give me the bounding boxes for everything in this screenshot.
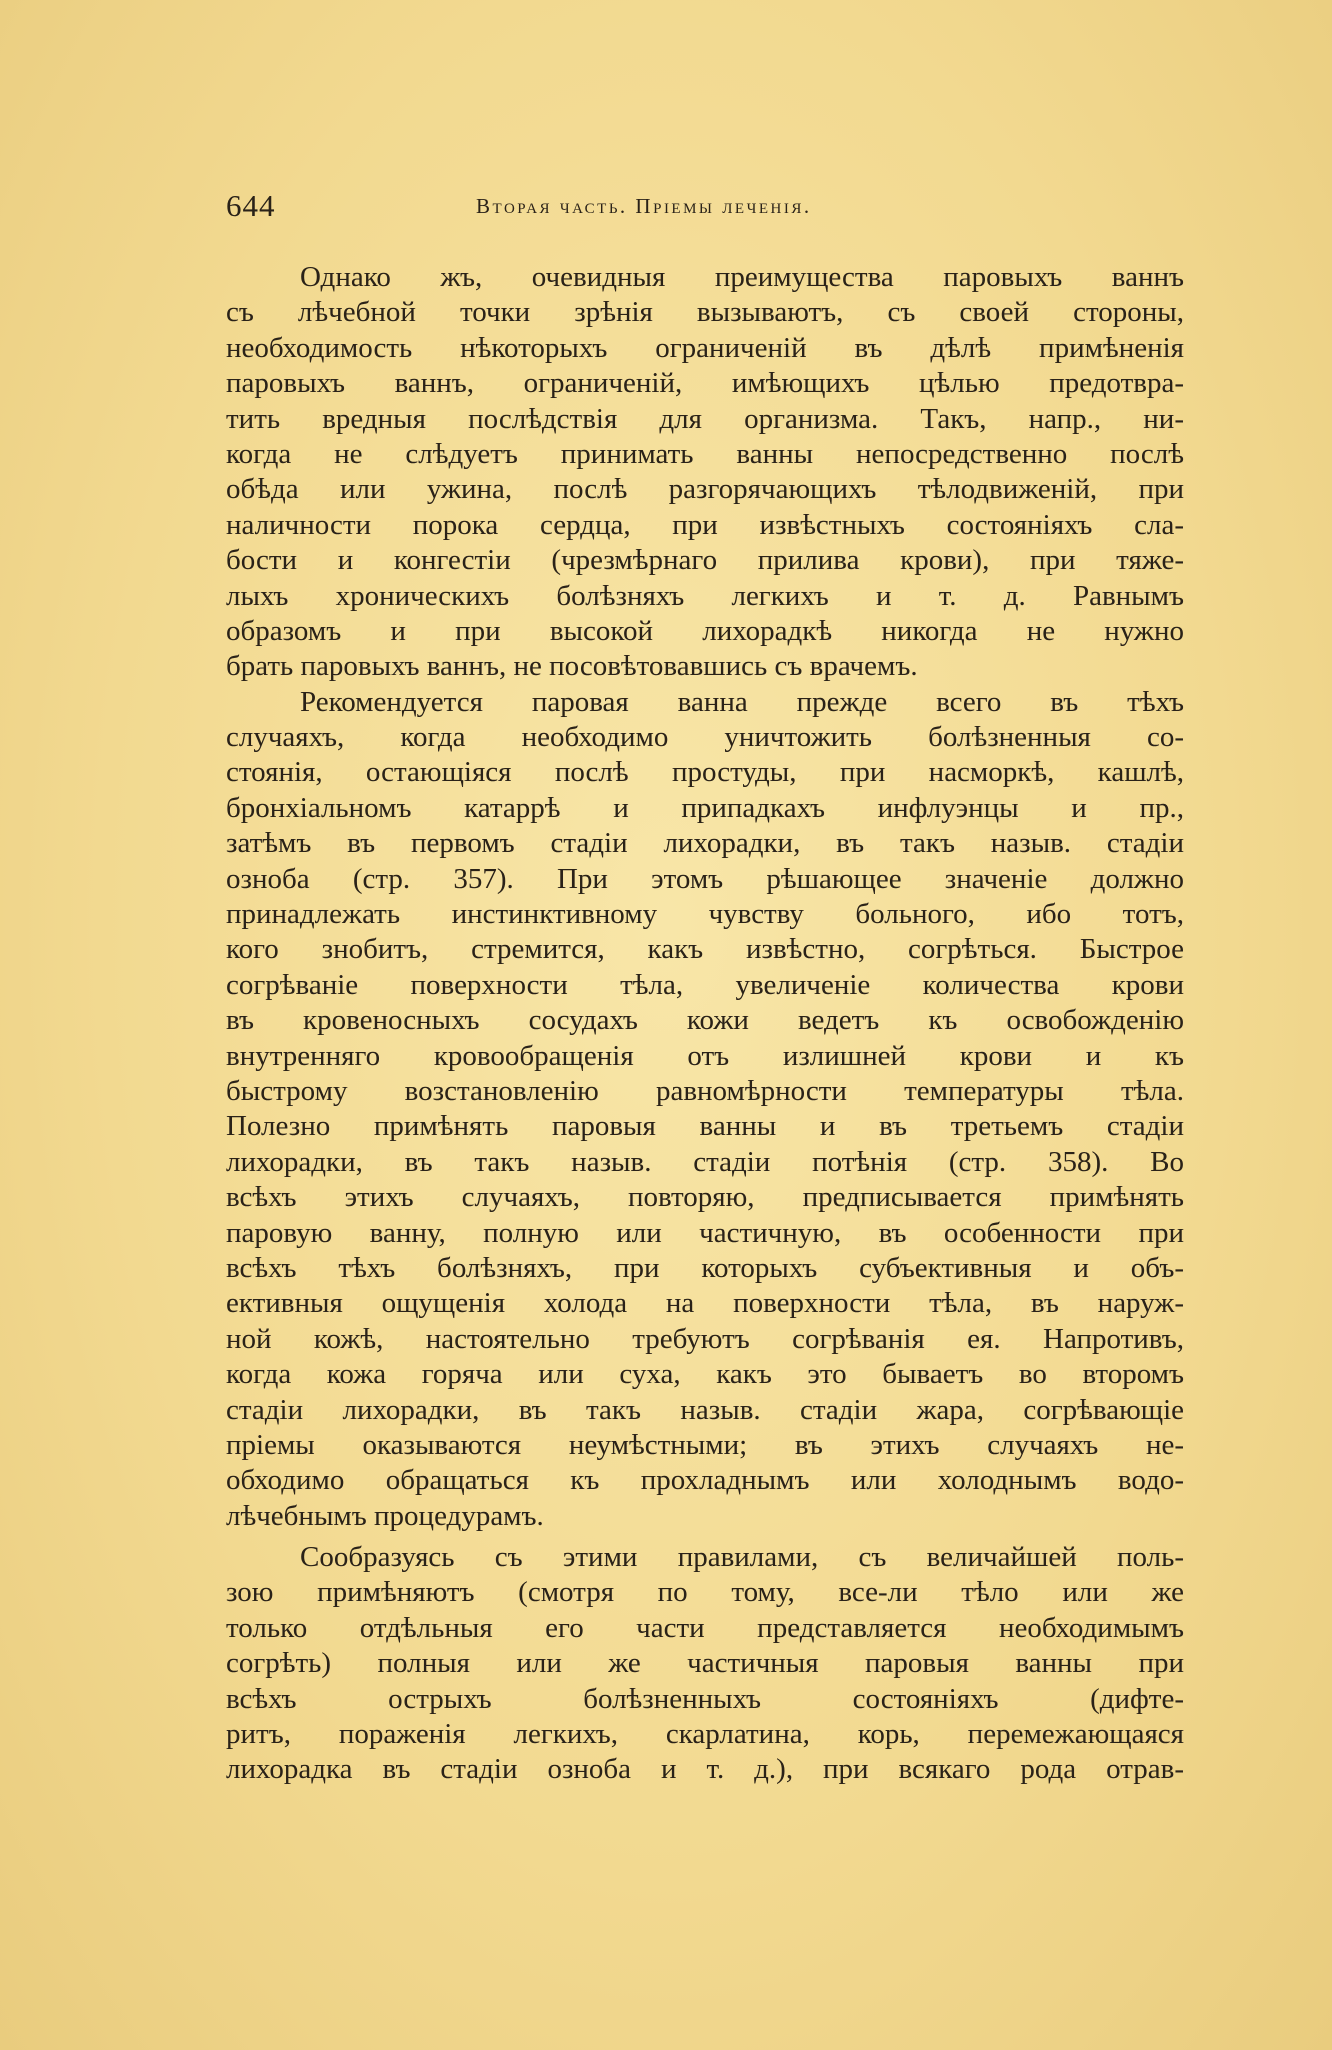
text-line: только отдѣльныя его части представляется необходимымъ bbox=[226, 1611, 1184, 1644]
text-line: зою примѣняютъ (смотря по тому, все-ли тѣло или же bbox=[226, 1576, 1184, 1609]
text-line: брать паровыхъ ваннъ, не посовѣтовавшись съ врачемъ. bbox=[226, 650, 918, 683]
text-line: кого знобитъ, стремится, какъ извѣстно, согрѣться. Быстрое bbox=[226, 933, 1184, 966]
page-number: 644 bbox=[226, 188, 276, 223]
text-line: внутренняго кровообращенія отъ излишней крови и къ bbox=[226, 1039, 1184, 1072]
text-line: бости и конгестіи (чрезмѣрнаго прилива крови), при тяже- bbox=[226, 544, 1184, 577]
text-line: затѣмъ въ первомъ стадіи лихорадки, въ такъ назыв. стадіи bbox=[226, 827, 1184, 860]
body-text bbox=[226, 260, 1184, 1788]
text-line: лихорадки, въ такъ назыв. стадіи потѣнія (стр. 358). Во bbox=[226, 1145, 1184, 1178]
text-line: Сообразуясь съ этими правилами, съ величайшей поль- bbox=[300, 1541, 1184, 1574]
text-line: стоянія, остающіяся послѣ простуды, при насморкѣ, кашлѣ, bbox=[226, 756, 1184, 789]
text-line: паровыхъ ваннъ, ограниченій, имѣющихъ цѣлью предотвра- bbox=[226, 367, 1184, 400]
text-line: лихорадка въ стадіи озноба и т. д.), при всякаго рода отрав- bbox=[226, 1753, 1184, 1786]
text-line: обѣда или ужина, послѣ разгорячающихъ тѣлодвиженій, при bbox=[226, 473, 1184, 506]
text-line: лѣчебнымъ процедурамъ. bbox=[226, 1499, 544, 1532]
text-line: когда не слѣдуетъ принимать ванны непосредственно послѣ bbox=[226, 437, 1184, 470]
text-line: образомъ и при высокой лихорадкѣ никогда не нужно bbox=[226, 614, 1184, 647]
text-line: Однако жъ, очевидныя преимущества паровыхъ ваннъ bbox=[300, 261, 1184, 293]
text-line: съ лѣчебной точки зрѣнія вызываютъ, съ своей стороны, bbox=[226, 296, 1184, 329]
paragraph bbox=[226, 1540, 1184, 1788]
text-line: всѣхъ острыхъ болѣзненныхъ состояніяхъ (дифте- bbox=[226, 1682, 1184, 1715]
text-line: необходимость нѣкоторыхъ ограниченій въ дѣлѣ примѣненія bbox=[226, 331, 1184, 364]
paragraph bbox=[226, 260, 1184, 685]
text-line: согрѣваніе поверхности тѣла, увеличеніе количества крови bbox=[226, 968, 1184, 1001]
text-line: тить вредныя послѣдствія для организма. Такъ, напр., ни- bbox=[226, 402, 1184, 435]
text-line: озноба (стр. 357). При этомъ рѣшающее значеніе должно bbox=[226, 862, 1184, 895]
running-head-title: Вторая часть. Пріемы леченія. bbox=[476, 194, 812, 218]
text-line: Полезно примѣнять паровыя ванны и въ третьемъ стадіи bbox=[226, 1110, 1184, 1143]
text-line: ритъ, пораженія легкихъ, скарлатина, корь, перемежающаяся bbox=[226, 1718, 1184, 1751]
text-line: когда кожа горяча или суха, какъ это бываетъ во второмъ bbox=[226, 1358, 1184, 1391]
text-line: ективныя ощущенія холода на поверхности тѣла, въ наруж- bbox=[226, 1287, 1184, 1320]
text-line: ной кожѣ, настоятельно требуютъ согрѣванія ея. Напротивъ, bbox=[226, 1322, 1184, 1355]
paragraph bbox=[226, 685, 1184, 1534]
text-line: бронхіальномъ катаррѣ и припадкахъ инфлуэнцы и пр., bbox=[226, 791, 1184, 824]
text-line: всѣхъ этихъ случаяхъ, повторяю, предписывается примѣнять bbox=[226, 1181, 1184, 1214]
text-line: Рекомендуется паровая ванна прежде всего въ тѣхъ bbox=[300, 685, 1184, 718]
text-line: всѣхъ тѣхъ болѣзняхъ, при которыхъ субъективныя и объ- bbox=[226, 1251, 1184, 1284]
text-line: обходимо обращаться къ прохладнымъ или холоднымъ водо- bbox=[226, 1464, 1184, 1497]
text-line: стадіи лихорадки, въ такъ назыв. стадіи жара, согрѣвающіе bbox=[226, 1393, 1184, 1426]
text-line: пріемы оказываются неумѣстными; въ этихъ случаяхъ не- bbox=[226, 1428, 1184, 1461]
text-line: наличности порока сердца, при извѣстныхъ состояніяхъ сла- bbox=[226, 508, 1184, 541]
text-line: лыхъ хроническихъ болѣзняхъ легкихъ и т. д. Равнымъ bbox=[226, 579, 1184, 612]
text-line: согрѣть) полныя или же частичныя паровыя ванны при bbox=[226, 1647, 1184, 1680]
text-line: въ кровеносныхъ сосудахъ кожи ведетъ къ освобожденію bbox=[226, 1004, 1184, 1037]
running-head bbox=[226, 188, 1186, 228]
text-line: принадлежать инстинктивному чувству больного, ибо тотъ, bbox=[226, 898, 1184, 931]
text-line: случаяхъ, когда необходимо уничтожить болѣзненныя со- bbox=[226, 721, 1184, 754]
text-line: паровую ванну, полную или частичную, въ особенности при bbox=[226, 1216, 1184, 1249]
text-line: быстрому возстановленію равномѣрности температуры тѣла. bbox=[226, 1074, 1184, 1107]
